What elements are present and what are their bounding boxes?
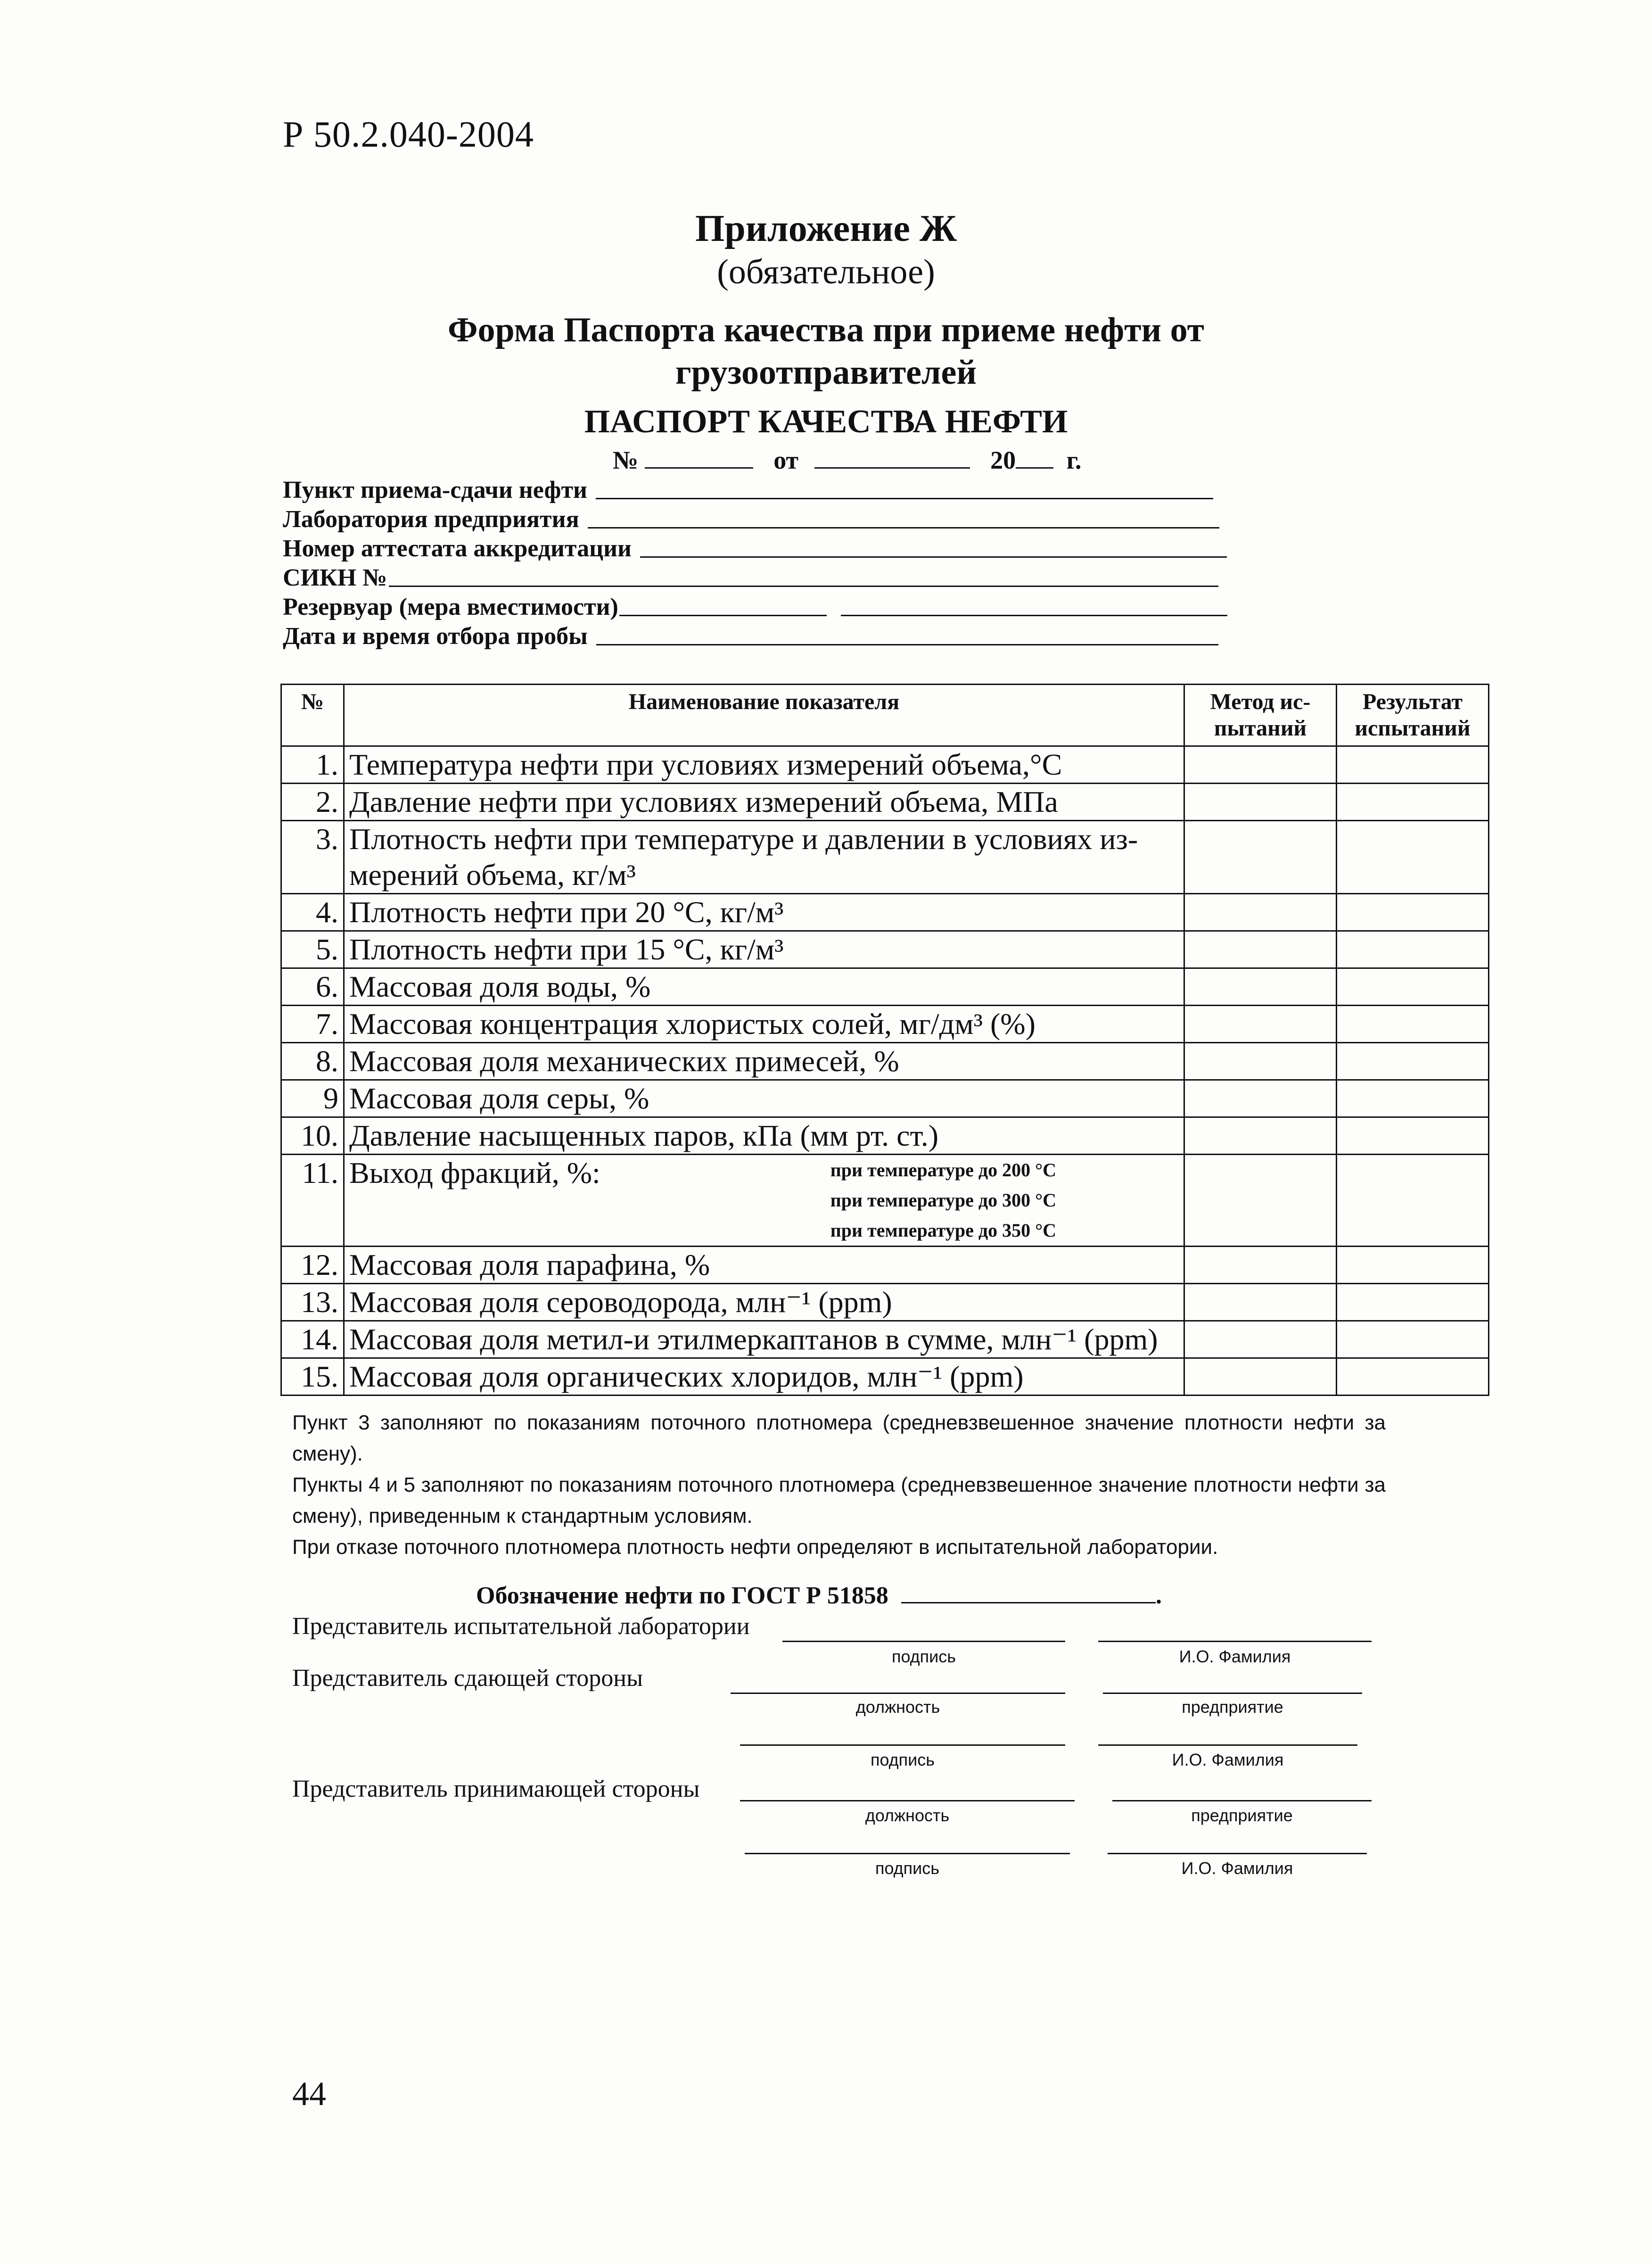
row-method-cell[interactable] xyxy=(1184,1043,1337,1080)
row-method-cell[interactable] xyxy=(1184,1284,1337,1321)
field-blank[interactable] xyxy=(640,556,1227,558)
row-name: Массовая доля сероводорода, млн⁻¹ (ppm) xyxy=(344,1284,1184,1321)
row-result-cell[interactable] xyxy=(1337,746,1489,784)
row-method-cell[interactable] xyxy=(1184,1006,1337,1043)
field-sampling-datetime xyxy=(283,622,1218,650)
sending-rep-company-line[interactable] xyxy=(1103,1693,1362,1694)
row-method-cell[interactable] xyxy=(1184,1155,1337,1247)
table-row xyxy=(281,1080,1489,1117)
document-code: Р 50.2.040-2004 xyxy=(283,114,534,155)
header-num: № xyxy=(281,685,344,746)
row-name: Плотность нефти при 20 °С, кг/м³ xyxy=(344,894,1184,931)
note-item-3: Пункт 3 заполняют по показаниям поточного плотномера (средневзвешенное значение плотности нефти за смену). xyxy=(292,1411,1386,1465)
field-label: СИКН № xyxy=(283,564,387,591)
form-title-line1: Форма Паспорта качества при приеме нефти от xyxy=(447,311,1205,349)
gost-end: . xyxy=(1155,1582,1162,1609)
note-item-4-5: Пункты 4 и 5 заполняют по показаниям поточного плотномера (средневзвешенное значение плотности нефти за смену), приведенным к стандартным условиям. xyxy=(292,1473,1386,1528)
year-suffix: г. xyxy=(1066,446,1082,474)
row-name: Плотность нефти при температуре и давлении в условиях из-мерений объема, кг/м³ xyxy=(344,821,1184,894)
row-num: 3. xyxy=(281,821,344,894)
row-result-cell[interactable] xyxy=(1337,821,1489,894)
receiving-rep-company-line[interactable] xyxy=(1112,1800,1372,1801)
row-result-cell[interactable] xyxy=(1337,1043,1489,1080)
row-result-cell[interactable] xyxy=(1337,1247,1489,1284)
receiving-rep-label: Представитель принимающей стороны xyxy=(292,1776,700,1802)
row-num: 1. xyxy=(281,746,344,784)
caption-company: предприятие xyxy=(1182,1697,1283,1717)
header-result: Результат испытаний xyxy=(1337,685,1489,746)
row-name: Массовая концентрация хлористых солей, мг/дм³ (%) xyxy=(344,1006,1184,1043)
table-row xyxy=(281,931,1489,968)
caption-position: должность xyxy=(855,1697,940,1717)
note-item-failure: При отказе поточного плотномера плотность нефти определяют в испытательной лаборатории. xyxy=(292,1536,1218,1559)
table-row xyxy=(281,746,1489,784)
fraction-350: при температуре до 350 °С xyxy=(830,1220,1056,1241)
field-blank[interactable] xyxy=(389,586,1218,587)
page-number: 44 xyxy=(292,2075,326,2113)
row-name: Массовая доля механических примесей, % xyxy=(344,1043,1184,1080)
appendix-note: (обязательное) xyxy=(717,253,935,291)
year-prefix: 20 xyxy=(990,446,1016,474)
row-result-cell[interactable] xyxy=(1337,1321,1489,1358)
row-result-cell[interactable] xyxy=(1337,1284,1489,1321)
sending-rep-position-line[interactable] xyxy=(731,1693,1065,1694)
fractions-wrapper xyxy=(349,1155,1179,1246)
table-row xyxy=(281,1358,1489,1396)
table-row xyxy=(281,968,1489,1006)
field-reservoir xyxy=(283,593,1227,621)
table-row xyxy=(281,821,1489,894)
header-name: Наименование показателя xyxy=(344,685,1184,746)
row-num: 13. xyxy=(281,1284,344,1321)
number-label: № xyxy=(613,446,639,474)
row-num: 6. xyxy=(281,968,344,1006)
field-blank[interactable] xyxy=(588,527,1219,529)
row-name: Массовая доля метил-и этилмеркаптанов в сумме, млн⁻¹ (ppm) xyxy=(344,1321,1184,1358)
passport-number-line xyxy=(613,446,1082,475)
field-blank[interactable] xyxy=(619,615,827,616)
caption-signature: подпись xyxy=(875,1858,940,1878)
fraction-300: при температуре до 300 °С xyxy=(830,1189,1056,1211)
row-num: 15. xyxy=(281,1358,344,1396)
field-label: Пункт приема-сдачи нефти xyxy=(283,477,587,504)
row-num: 2. xyxy=(281,784,344,821)
form-title xyxy=(0,309,1652,394)
row-num: 4. xyxy=(281,894,344,931)
lab-rep-signature-line[interactable] xyxy=(782,1641,1065,1642)
row-method-cell[interactable] xyxy=(1184,931,1337,968)
caption-name: И.О. Фамилия xyxy=(1172,1750,1284,1769)
passport-title: ПАСПОРТ КАЧЕСТВА НЕФТИ xyxy=(584,404,1068,440)
row-method-cell[interactable] xyxy=(1184,894,1337,931)
appendix-title: Приложение Ж xyxy=(695,208,957,249)
field-acceptance-point xyxy=(283,476,1213,504)
field-sikn xyxy=(283,564,1218,592)
table-row xyxy=(281,1006,1489,1043)
row-method-cell[interactable] xyxy=(1184,1358,1337,1396)
table-row xyxy=(281,1155,1489,1247)
table-row xyxy=(281,1117,1489,1155)
table-row xyxy=(281,1247,1489,1284)
row-num: 7. xyxy=(281,1006,344,1043)
row-name: Массовая доля органических хлоридов, млн⁻¹ (ppm) xyxy=(344,1358,1184,1396)
notes-block xyxy=(292,1407,1386,1563)
table-row xyxy=(281,1043,1489,1080)
table-header-row xyxy=(281,685,1489,746)
row-num: 14. xyxy=(281,1321,344,1358)
row-name: Выход фракций, %: xyxy=(349,1156,600,1189)
lab-rep-label: Представитель испытательной лаборатории xyxy=(292,1613,750,1640)
row-result-cell[interactable] xyxy=(1337,894,1489,931)
header-method: Метод ис-пытаний xyxy=(1184,685,1337,746)
row-name-fractions xyxy=(344,1155,1184,1247)
row-name: Температура нефти при условиях измерений объема,°С xyxy=(344,746,1184,784)
sending-rep-signature-line[interactable] xyxy=(740,1744,1065,1746)
row-result-cell[interactable] xyxy=(1337,1358,1489,1396)
row-method-cell[interactable] xyxy=(1184,1117,1337,1155)
field-label: Дата и время отбора пробы xyxy=(283,623,588,650)
field-blank-2[interactable] xyxy=(841,615,1227,616)
field-label: Резервуар (мера вместимости) xyxy=(283,594,618,620)
row-result-cell[interactable] xyxy=(1337,1155,1489,1247)
caption-signature: подпись xyxy=(870,1750,935,1769)
date-blank[interactable] xyxy=(814,467,970,469)
row-num: 9 xyxy=(281,1080,344,1117)
field-label: Номер аттестата аккредитации xyxy=(283,535,632,562)
row-name: Массовая доля воды, % xyxy=(344,968,1184,1006)
number-blank[interactable] xyxy=(645,467,753,469)
results-table xyxy=(280,684,1489,1396)
row-num: 5. xyxy=(281,931,344,968)
row-name: Массовая доля серы, % xyxy=(344,1080,1184,1117)
row-name: Давление насыщенных паров, кПа (мм рт. ст.) xyxy=(344,1117,1184,1155)
row-result-cell[interactable] xyxy=(1337,1117,1489,1155)
row-method-cell[interactable] xyxy=(1184,1080,1337,1117)
field-accreditation xyxy=(283,535,1227,562)
row-num: 11. xyxy=(281,1155,344,1247)
receiving-rep-signature-line[interactable] xyxy=(745,1853,1070,1854)
row-num: 8. xyxy=(281,1043,344,1080)
caption-signature: подпись xyxy=(891,1647,956,1666)
row-result-cell[interactable] xyxy=(1337,1006,1489,1043)
field-laboratory xyxy=(283,505,1219,533)
caption-name: И.О. Фамилия xyxy=(1181,1858,1293,1878)
caption-name: И.О. Фамилия xyxy=(1179,1647,1291,1666)
row-method-cell[interactable] xyxy=(1184,968,1337,1006)
row-method-cell[interactable] xyxy=(1184,1321,1337,1358)
row-name: Давление нефти при условиях измерений объема, МПа xyxy=(344,784,1184,821)
caption-company: предприятие xyxy=(1191,1806,1293,1825)
table-row xyxy=(281,784,1489,821)
fraction-200: при температуре до 200 °С xyxy=(830,1159,1056,1181)
row-result-cell[interactable] xyxy=(1337,968,1489,1006)
row-num: 10. xyxy=(281,1117,344,1155)
gost-designation xyxy=(476,1582,1162,1610)
fractions-list xyxy=(830,1155,1056,1246)
sending-rep-label: Представитель сдающей стороны xyxy=(292,1665,643,1692)
receiving-rep-position-line[interactable] xyxy=(740,1800,1075,1801)
row-method-cell[interactable] xyxy=(1184,821,1337,894)
sending-rep-name-line[interactable] xyxy=(1098,1744,1357,1746)
row-result-cell[interactable] xyxy=(1337,784,1489,821)
from-label: от xyxy=(773,446,799,474)
gost-blank[interactable] xyxy=(901,1602,1156,1603)
field-label: Лаборатория предприятия xyxy=(283,506,579,533)
caption-position: должность xyxy=(865,1806,950,1825)
row-method-cell[interactable] xyxy=(1184,784,1337,821)
table-row xyxy=(281,1321,1489,1358)
gost-label: Обозначение нефти по ГОСТ Р 51858 xyxy=(476,1582,888,1609)
row-result-cell[interactable] xyxy=(1337,931,1489,968)
row-name: Массовая доля парафина, % xyxy=(344,1247,1184,1284)
field-blank[interactable] xyxy=(596,498,1213,499)
row-result-cell[interactable] xyxy=(1337,1080,1489,1117)
table-row xyxy=(281,1284,1489,1321)
row-num: 12. xyxy=(281,1247,344,1284)
row-method-cell[interactable] xyxy=(1184,1247,1337,1284)
receiving-rep-name-line[interactable] xyxy=(1108,1853,1367,1854)
table-row xyxy=(281,894,1489,931)
form-title-line2: грузоотправителей xyxy=(675,353,977,392)
year-blank[interactable] xyxy=(1016,467,1053,469)
row-method-cell[interactable] xyxy=(1184,746,1337,784)
row-name: Плотность нефти при 15 °С, кг/м³ xyxy=(344,931,1184,968)
field-blank[interactable] xyxy=(596,644,1218,645)
lab-rep-name-line[interactable] xyxy=(1098,1641,1372,1642)
